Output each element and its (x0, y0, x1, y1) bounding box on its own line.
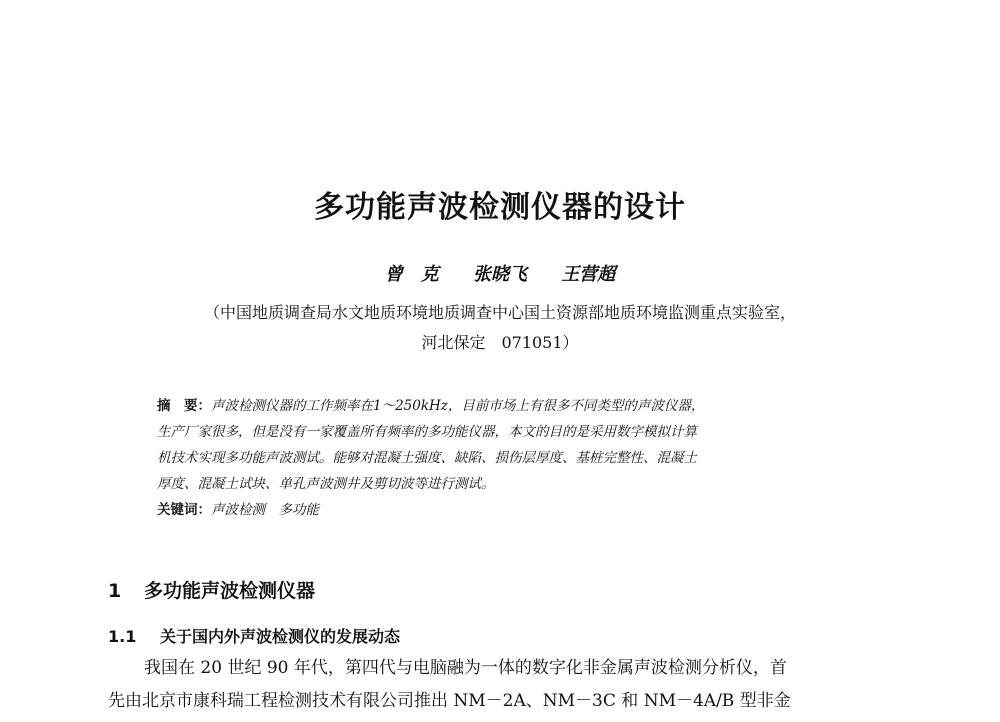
body-text (108, 652, 898, 718)
abstract-label: 摘 要： (157, 398, 211, 414)
author-list (0, 260, 1000, 286)
affiliation-line: （中国地质调查局水文地质环境地质调查中心国土资源部地质环境监测重点实验室， (203, 303, 796, 322)
section-heading (108, 576, 315, 603)
keywords-text: 声波检测 多功能 (211, 502, 319, 518)
affiliation (90, 298, 910, 358)
body-line: 先由北京市康科瑞工程检测技术有限公司推出 NM－2A、NM－3C 和 NM－4A/B 型非金 (108, 691, 791, 711)
affiliation-line: 河北保定 071051） (421, 333, 579, 352)
subsection-title: 关于国内外声波检测仪的发展动态 (160, 627, 401, 646)
subsection-heading (108, 624, 400, 647)
subsection-number: 1.1 (108, 627, 137, 646)
author-name: 张晓飞 (473, 264, 527, 285)
section-title: 多功能声波检测仪器 (144, 580, 316, 602)
abstract-line: 生产厂家很多，但是没有一家覆盖所有频率的多功能仪器，本文的目的是采用数字模拟计算 (157, 424, 697, 440)
section-number: 1 (108, 580, 122, 602)
abstract-line: 机技术实现多功能声波测试。能够对混凝土强度、缺陷、损伤层厚度、基桩完整性、混凝土 (157, 450, 697, 466)
abstract-block (157, 393, 857, 523)
author-name: 曾 克 (384, 264, 439, 285)
abstract-line (157, 393, 857, 419)
keywords-label: 关键词： (157, 502, 211, 518)
abstract-text: 声波检测仪器的工作频率在1～250kHz，目前市场上有很多不同类型的声波仪器， (211, 398, 705, 414)
body-line: 我国在 20 世纪 90 年代，第四代与电脑融为一体的数字化非金属声波检测分析仪，首 (144, 658, 787, 678)
paper-title: 多功能声波检测仪器的设计 (314, 190, 686, 225)
abstract-line: 厚度、混凝土试块、单孔声波测井及剪切波等进行测试。 (157, 476, 495, 492)
keywords-line (157, 497, 857, 523)
author-name: 王营超 (561, 264, 616, 285)
